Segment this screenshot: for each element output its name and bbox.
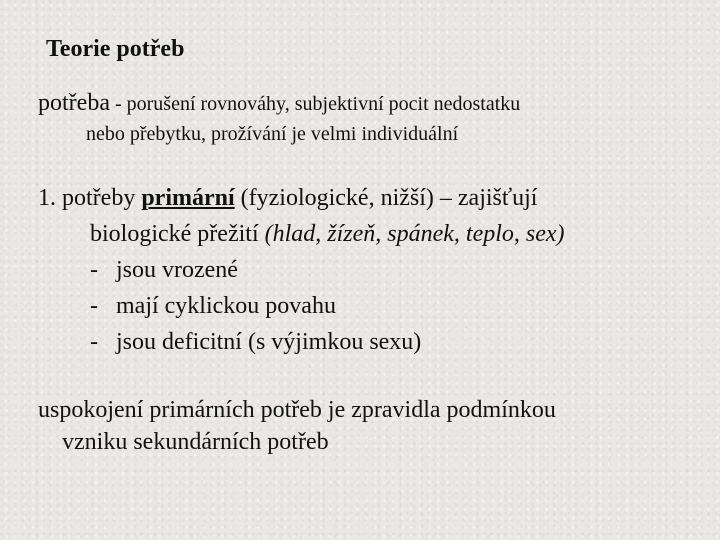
primary-examples: (hlad, žízeň, spánek, teplo, sex) bbox=[264, 221, 565, 247]
bullet-dash: - bbox=[90, 329, 98, 355]
primary-line-2 bbox=[38, 216, 688, 252]
bullet-text: jsou deficitní (s výjimkou sexu) bbox=[116, 329, 422, 355]
primary-needs-section bbox=[38, 180, 688, 360]
primary-heading-line bbox=[38, 180, 688, 216]
definition-line-2: nebo přebytku, prožívání je velmi individuální bbox=[86, 123, 459, 145]
definition-text-1: - porušení rovnováhy, subjektivní pocit nedostatku bbox=[109, 93, 521, 115]
bullet-text: jsou vrozené bbox=[116, 257, 238, 283]
list-item bbox=[38, 288, 688, 324]
primary-prefix: 1. potřeby bbox=[38, 185, 142, 211]
primary-keyword: primární bbox=[141, 185, 235, 211]
primary-line-2-text: biologické přežití bbox=[90, 221, 265, 247]
bullet-text: mají cyklickou povahu bbox=[116, 293, 336, 319]
list-item bbox=[38, 324, 688, 360]
need-definition bbox=[38, 88, 688, 149]
slide-title: Teorie potřeb bbox=[46, 36, 185, 62]
list-item bbox=[38, 252, 688, 288]
bullet-dash: - bbox=[90, 293, 98, 319]
primary-suffix: (fyziologické, nižší) – zajišťují bbox=[234, 185, 538, 211]
definition-term: potřeba bbox=[38, 90, 110, 116]
conclusion-line-1: uspokojení primárních potřeb je zpravidla podmínkou bbox=[38, 397, 556, 423]
conclusion-line-2: vzniku sekundárních potřeb bbox=[62, 429, 329, 455]
conclusion bbox=[38, 394, 688, 458]
definition-line-1 bbox=[38, 88, 688, 119]
bullet-dash: - bbox=[90, 257, 98, 283]
